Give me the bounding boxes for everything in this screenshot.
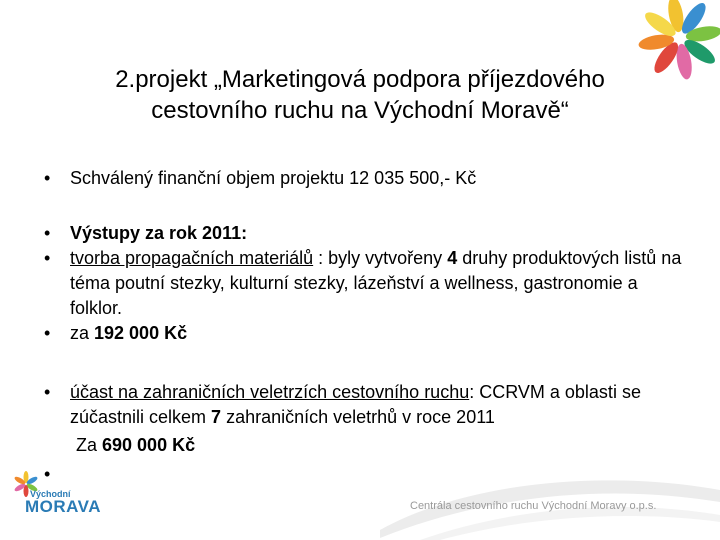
- footer-organization: Centrála cestovního ruchu Východní Moravy o.p.s.: [410, 500, 657, 512]
- slide-title: [30, 64, 690, 126]
- outputs-heading: Výstupy za rok 2011:: [70, 223, 248, 243]
- materials-text-2: druhy produktových listů na téma poutní stezky, kulturní stezky, lázeňství a wellness, gastronomie a folklor.: [70, 248, 682, 318]
- budget-text: Schválený finanční objem projektu 12 035 500,- Kč: [70, 168, 477, 188]
- bullet-fairs: [44, 380, 694, 430]
- fairs-text-2: zahraničních veletrhů v roce 2011: [221, 407, 495, 427]
- logo-text-line-2: MORAVA: [25, 497, 102, 516]
- bullet-outputs-heading: [44, 221, 694, 246]
- materials-text-1: : byly vytvořeny: [313, 248, 448, 268]
- fairs-cost: 690 000 Kč: [102, 435, 196, 455]
- title-line-2: cestovního ruchu na Východní Moravě“: [151, 97, 569, 124]
- fairs-count: 7: [211, 407, 222, 427]
- materials-count: 4: [447, 248, 458, 268]
- bullet-list: [44, 166, 694, 484]
- bullet-materials: [44, 246, 694, 321]
- bullet-dot: •: [44, 223, 51, 243]
- cost-prefix: za: [70, 323, 95, 343]
- fairs-cost-prefix: Za: [76, 435, 103, 455]
- logo-text-line-1: Východní: [30, 489, 71, 499]
- fairs-link: účast na zahraničních veletrzích cestovního ruchu: [70, 382, 470, 402]
- bullet-dot: •: [44, 382, 51, 402]
- bullet-dot: •: [44, 168, 51, 188]
- fairs-text-1: : CCRVM a oblasti se zúčastnili celkem: [70, 382, 641, 427]
- bullet-dot: •: [44, 464, 51, 484]
- bullet-budget: [44, 166, 694, 191]
- materials-link: tvorba propagačních materiálů: [70, 248, 314, 268]
- fairs-cost-line: [44, 433, 694, 458]
- bullet-materials-cost: [44, 321, 694, 346]
- materials-cost: 192 000 Kč: [94, 323, 188, 343]
- bullet-dot: •: [44, 323, 51, 343]
- title-line-1: 2.projekt „Marketingová podpora příjezdového: [115, 66, 605, 93]
- bullet-dot: •: [44, 248, 51, 268]
